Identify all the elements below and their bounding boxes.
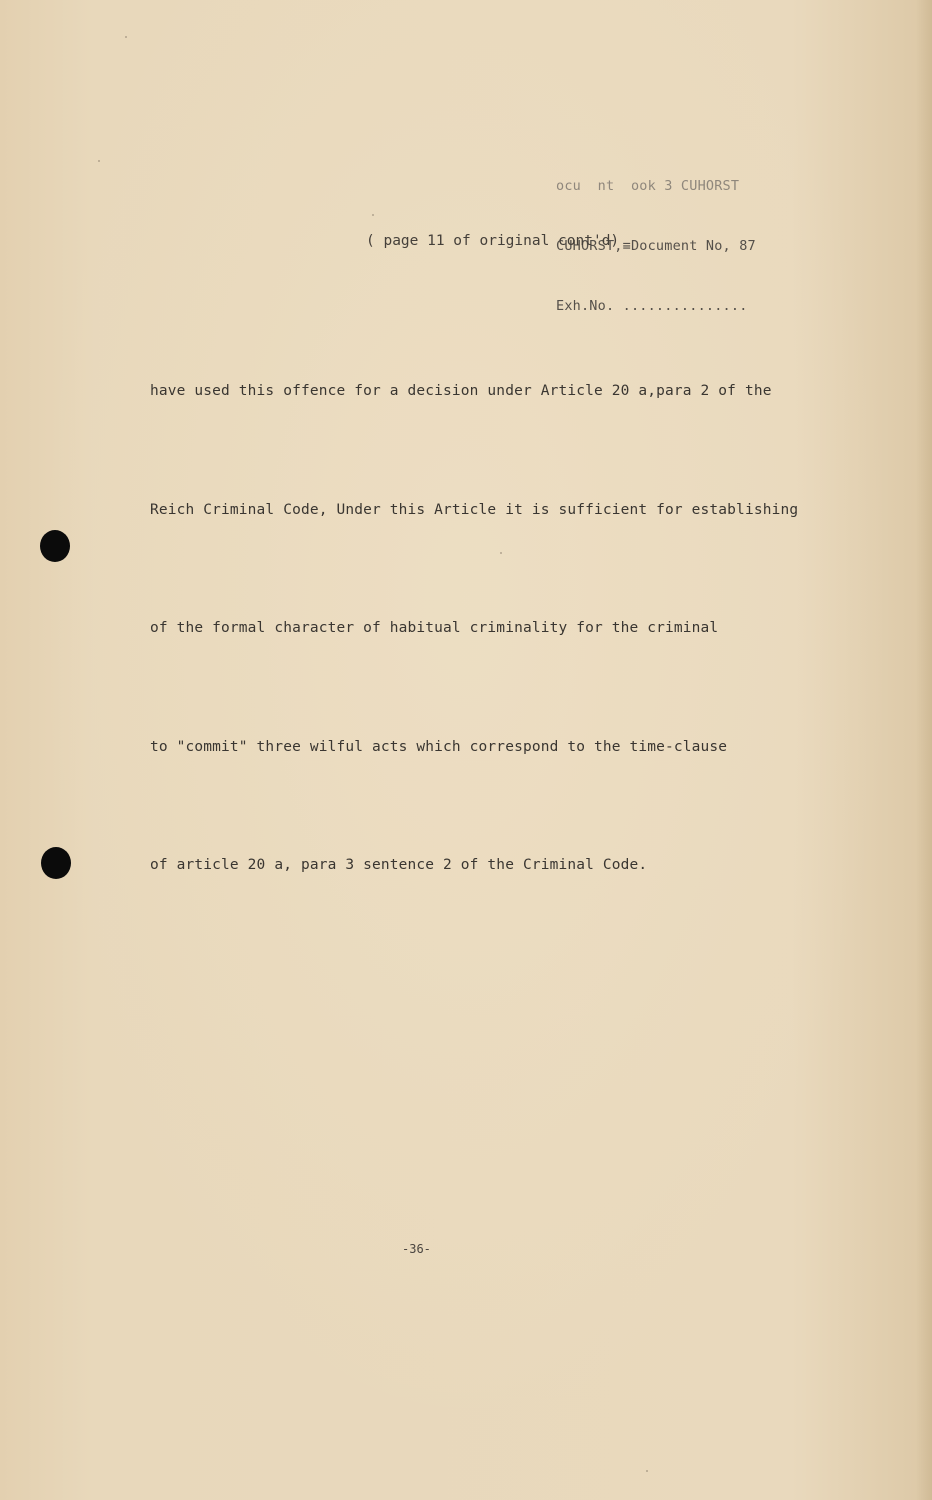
body-line: Reich Criminal Code, Under this Article it is sufficient for establishing — [150, 501, 799, 518]
page-edge-shadow — [916, 0, 932, 1500]
body-line: of article 20 a, para 3 sentence 2 of the Criminal Code. — [150, 857, 648, 873]
paper-speck — [372, 214, 374, 216]
body-line: have used this offence for a decision under Article 20 a,para 2 of the — [150, 383, 772, 399]
body-line: of the formal character of habitual criminality for the criminal — [150, 620, 719, 636]
paper-speck — [500, 552, 502, 554]
document-number-line: CUHORST,≡Document No, 87 — [556, 238, 756, 254]
paper-speck — [125, 36, 127, 38]
body-line: to "commit" three wilful acts which correspond to the time-clause — [150, 738, 728, 755]
punch-hole — [41, 847, 71, 879]
punch-hole — [40, 530, 70, 562]
body-text — [150, 293, 798, 965]
paper-speck — [646, 1470, 648, 1472]
page-number: -36- — [402, 1242, 431, 1256]
paper-speck — [98, 160, 100, 162]
exhibit-number-line: Exh.No. ............... — [556, 298, 748, 314]
document-book-line: ocu nt ook 3 CUHORST — [556, 178, 740, 194]
continuation-note: ( page 11 of original cont'd) — [366, 233, 620, 249]
